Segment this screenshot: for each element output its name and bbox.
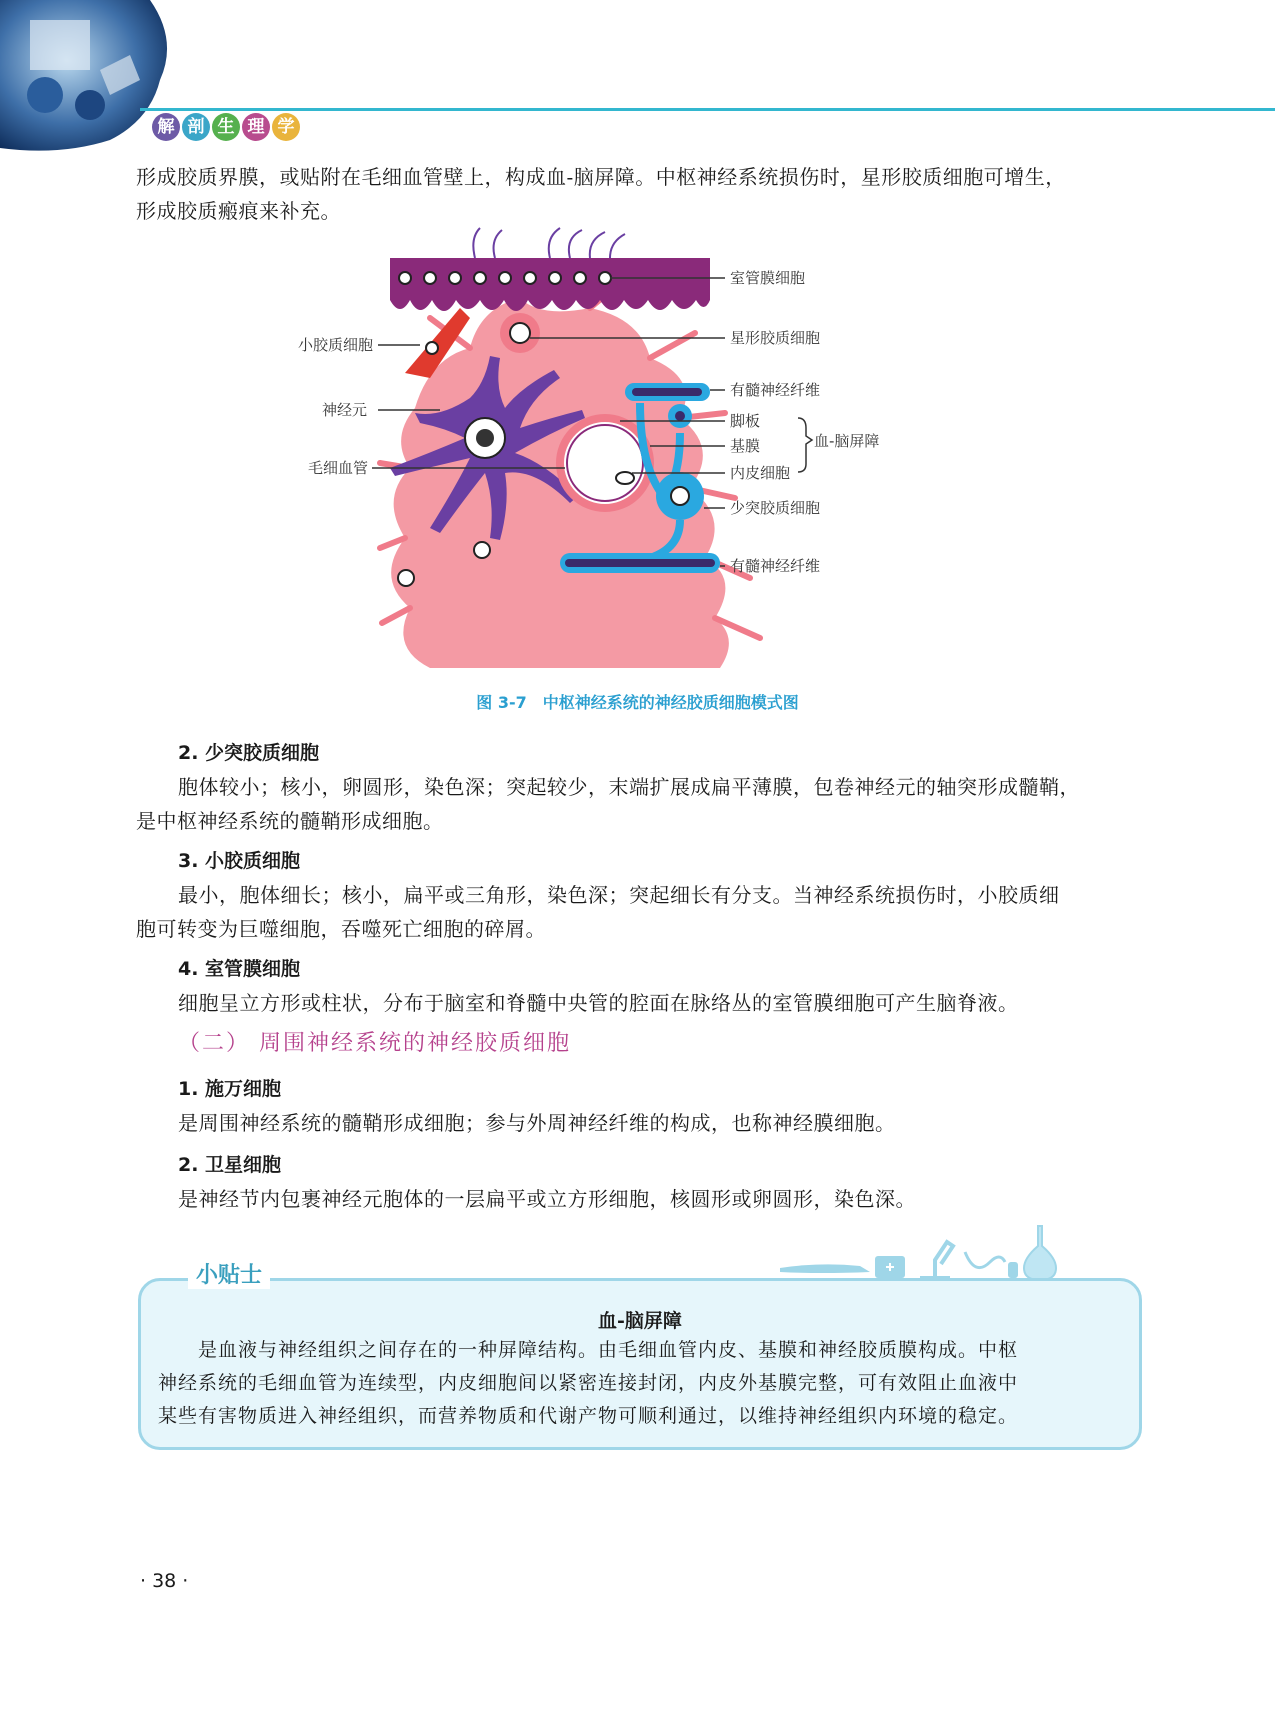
title-char: 生 [212, 113, 240, 141]
flask-icon [1024, 1226, 1056, 1280]
section-heading: 1. 施万细胞 [178, 1078, 282, 1100]
label-bbb: 血-脑屏障 [814, 432, 880, 450]
stethoscope-icon [965, 1252, 1005, 1268]
title-char: 理 [242, 113, 270, 141]
section-text: 细胞呈立方形或柱状，分布于脑室和脊髓中央管的腔面在脉络丛的室管膜细胞可产生脑脊液。 [178, 991, 1019, 1015]
title-char: 剖 [182, 113, 210, 141]
label-ependymal: 室管膜细胞 [730, 269, 806, 287]
microscope-icon [920, 1242, 953, 1278]
subsection-title: （二） 周围神经系统的神经胶质细胞 [178, 1031, 571, 1056]
glial-cell-diagram [298, 238, 970, 680]
section-heading: 4. 室管膜细胞 [178, 958, 301, 980]
tip-line: 神经系统的毛细血管为连续型，内皮细胞间以紧密连接封闭，内皮外基膜完整，可有效阻止血液中 [158, 1372, 1019, 1394]
section-heading: 2. 卫星细胞 [178, 1154, 282, 1176]
label-microglia: 小胶质细胞 [298, 336, 374, 354]
label-astrocyte: 星形胶质细胞 [730, 329, 821, 347]
section-text: 最小，胞体细长；核小，扁平或三角形，染色深；突起细长有分支。当神经系统损伤时，小胶质细 [178, 883, 1060, 907]
header-rule [140, 108, 1275, 111]
label-endothelial: 内皮细胞 [730, 464, 791, 482]
section-heading: 2. 少突胶质细胞 [178, 742, 320, 764]
label-basement: 基膜 [730, 437, 761, 455]
section-text: 是神经节内包裹神经元胞体的一层扁平或立方形细胞，核圆形或卵圆形，染色深。 [178, 1187, 916, 1211]
label-capillary: 毛细血管 [308, 459, 369, 477]
vial-icon [1008, 1262, 1018, 1278]
label-myelin-2: 有髓神经纤维 [730, 557, 821, 575]
label-footplate: 脚板 [730, 412, 761, 430]
intro-line-1: 形成胶质界膜，或贴附在毛细血管壁上，构成血-脑屏障。中枢神经系统损伤时，星形胶质细胞可增生， [136, 165, 1066, 189]
intro-line-2: 形成胶质瘢痕来补充。 [136, 199, 341, 223]
label-myelin-1: 有髓神经纤维 [730, 381, 821, 399]
tip-text [158, 1334, 1118, 1433]
tip-line: 某些有害物质进入神经组织，而营养物质和代谢产物可顺利通过，以维持神经组织内环境的稳定。 [158, 1405, 1019, 1427]
tip-line: 是血液与神经组织之间存在的一种屏障结构。由毛细血管内皮、基膜和神经胶质膜构成。中枢 [158, 1339, 1019, 1361]
capillary [560, 418, 650, 508]
section-text: 是中枢神经系统的髓鞘形成细胞。 [136, 809, 444, 833]
section-text: 胞可转变为巨噬细胞，吞噬死亡细胞的碎屑。 [136, 917, 546, 941]
label-oligo: 少突胶质细胞 [730, 499, 821, 517]
tip-title: 血-脑屏障 [598, 1310, 682, 1332]
title-char: 学 [272, 113, 300, 141]
title-char: 解 [152, 113, 180, 141]
thermometer-icon [780, 1264, 870, 1273]
page-number: · 38 · [140, 1570, 189, 1592]
section-heading: 3. 小胶质细胞 [178, 850, 301, 872]
tip-label: 小贴士 [188, 1258, 270, 1289]
section-text: 胞体较小；核小，卵圆形，染色深；突起较少，末端扩展成扁平薄膜，包卷神经元的轴突形成髓鞘， [178, 775, 1080, 799]
figure-caption: 图 3-7 中枢神经系统的神经胶质细胞模式图 [476, 693, 799, 712]
medical-icons [780, 1222, 1070, 1284]
label-neuron: 神经元 [322, 401, 368, 419]
section-text: 是周围神经系统的髓鞘形成细胞；参与外周神经纤维的构成，也称神经膜细胞。 [178, 1111, 896, 1135]
